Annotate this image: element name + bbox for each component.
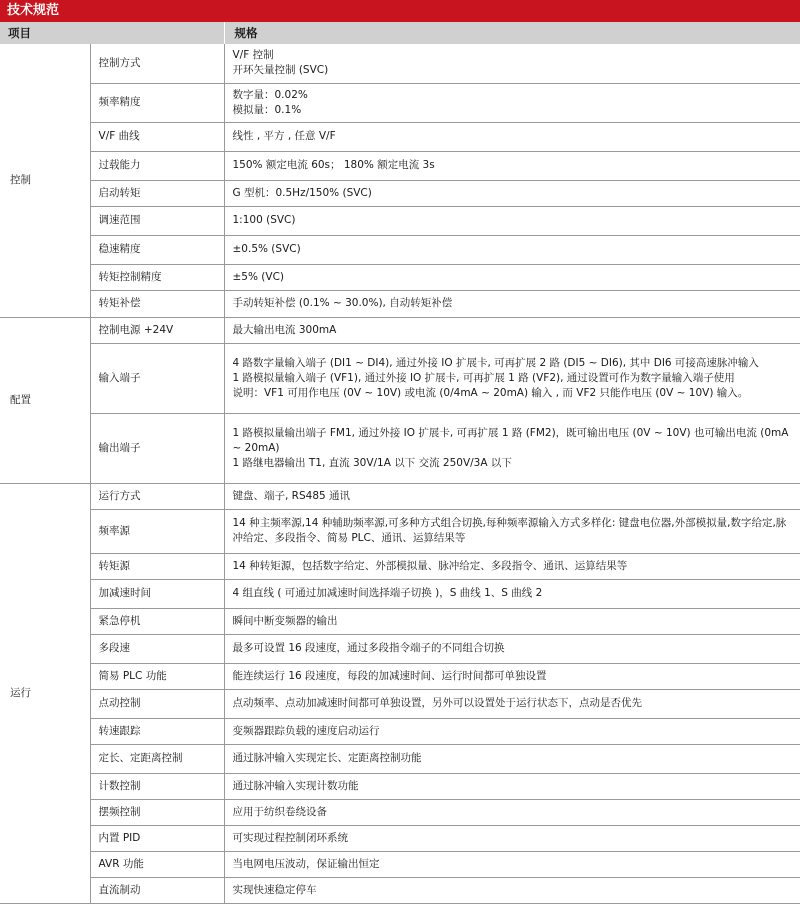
spec-cell: 线性 , 平方 , 任意 V/F	[224, 122, 800, 151]
spec-cell: 实现快速稳定停车	[224, 877, 800, 903]
table-row	[0, 509, 800, 553]
spec-cell: 1:100 (SVC)	[224, 206, 800, 235]
item-cell: 调速范围	[90, 206, 224, 235]
spec-cell: 能连续运行 16 段速度，每段的加减速时间、运行时间都可单独设置	[224, 663, 800, 689]
category-cell: 控制	[0, 44, 90, 317]
item-cell: AVR 功能	[90, 851, 224, 877]
table-row	[0, 180, 800, 206]
spec-cell: 150% 额定电流 60s； 180% 额定电流 3s	[224, 151, 800, 180]
item-cell: 简易 PLC 功能	[90, 663, 224, 689]
table-row	[0, 151, 800, 180]
item-cell: 控制方式	[90, 44, 224, 83]
item-cell: 点动控制	[90, 689, 224, 718]
item-cell: 转矩源	[90, 553, 224, 579]
spec-cell: 最多可设置 16 段速度，通过多段指令端子的不同组合切换	[224, 634, 800, 663]
spec-cell: ±0.5% (SVC)	[224, 235, 800, 264]
item-cell: 转矩控制精度	[90, 264, 224, 290]
spec-cell: 4 组直线 ( 可通过加减速时间选择端子切换 )，S 曲线 1、S 曲线 2	[224, 579, 800, 608]
spec-cell: 键盘、端子, RS485 通讯	[224, 483, 800, 509]
table-row	[0, 343, 800, 413]
table-row	[0, 206, 800, 235]
spec-cell: V/F 控制 开环矢量控制 (SVC)	[224, 44, 800, 83]
table-row	[0, 689, 800, 718]
item-cell: 计数控制	[90, 773, 224, 799]
table-row	[0, 317, 800, 343]
spec-cell: 数字量：0.02% 模拟量：0.1%	[224, 83, 800, 122]
table-row	[0, 634, 800, 663]
spec-cell: 最大输出电流 300mA	[224, 317, 800, 343]
spec-cell: 通过脉冲输入实现计数功能	[224, 773, 800, 799]
header-spec: 规格	[224, 22, 800, 44]
item-cell: 频率源	[90, 509, 224, 553]
table-row	[0, 483, 800, 509]
spec-cell: 可实现过程控制闭环系统	[224, 825, 800, 851]
table-row	[0, 718, 800, 744]
table-row	[0, 122, 800, 151]
table-row	[0, 553, 800, 579]
table-row	[0, 264, 800, 290]
section-title: 技术规范	[0, 0, 800, 22]
item-cell: 直流制动	[90, 877, 224, 903]
table-row	[0, 290, 800, 317]
spec-cell: 14 种主频率源,14 种辅助频率源,可多种方式组合切换,每种频率源输入方式多样化: 键盘电位器,外部模拟量,数字给定,脉冲给定、多段指令、简易 PLC、通讯、运算结果等	[224, 509, 800, 553]
table-header-row	[0, 22, 800, 44]
item-cell: 运行方式	[90, 483, 224, 509]
item-cell: 频率精度	[90, 83, 224, 122]
spec-table	[0, 22, 800, 904]
item-cell: 输入端子	[90, 343, 224, 413]
item-cell: 转速跟踪	[90, 718, 224, 744]
item-cell: 内置 PID	[90, 825, 224, 851]
spec-cell: G 型机：0.5Hz/150% (SVC)	[224, 180, 800, 206]
item-cell: 加减速时间	[90, 579, 224, 608]
spec-cell: 手动转矩补偿 (0.1% ~ 30.0%), 自动转矩补偿	[224, 290, 800, 317]
item-cell: 启动转矩	[90, 180, 224, 206]
table-row	[0, 413, 800, 483]
category-cell: 运行	[0, 483, 90, 903]
table-row	[0, 663, 800, 689]
item-cell: 定长、定距离控制	[90, 744, 224, 773]
spec-cell: 瞬间中断变频器的输出	[224, 608, 800, 634]
table-row	[0, 608, 800, 634]
table-row	[0, 44, 800, 83]
table-row	[0, 851, 800, 877]
spec-cell: 应用于纺织卷绕设备	[224, 799, 800, 825]
spec-cell: ±5% (VC)	[224, 264, 800, 290]
item-cell: 摆频控制	[90, 799, 224, 825]
spec-cell: 14 种转矩源，包括数字给定、外部模拟量、脉冲给定、多段指令、通讯、运算结果等	[224, 553, 800, 579]
item-cell: 稳速精度	[90, 235, 224, 264]
spec-cell: 变频器跟踪负载的速度启动运行	[224, 718, 800, 744]
item-cell: 控制电源 +24V	[90, 317, 224, 343]
spec-cell: 4 路数字量输入端子 (DI1 ~ DI4), 通过外接 IO 扩展卡, 可再扩展 2 路 (DI5 ~ DI6), 其中 DI6 可接高速脉冲输入 1 路模拟量输入端子 (VF1), 通过外接 IO 扩展卡, 可再扩展 1 路 (VF2), 通过设置可作为数字量输入端子使用 说明：VF1 可用作电压 (0V ~ 10V) 或电流 (0/4mA ~ 20mA) 输入 , 而 VF2 只能作电压 (0V ~ 10V) 输入。	[224, 343, 800, 413]
header-item: 项目	[0, 22, 224, 44]
table-row	[0, 877, 800, 903]
spec-cell: 当电网电压波动，保证输出恒定	[224, 851, 800, 877]
item-cell: 多段速	[90, 634, 224, 663]
table-row	[0, 235, 800, 264]
table-body	[0, 44, 800, 903]
table-row	[0, 825, 800, 851]
item-cell: 紧急停机	[90, 608, 224, 634]
table-row	[0, 799, 800, 825]
spec-cell: 1 路模拟量输出端子 FM1, 通过外接 IO 扩展卡, 可再扩展 1 路 (FM2)，既可输出电压 (0V ~ 10V) 也可输出电流 (0mA ~ 20mA) 1 路继电器输出 T1, 直流 30V/1A 以下 交流 250V/3A 以下	[224, 413, 800, 483]
spec-cell: 点动频率、点动加减速时间都可单独设置，另外可以设置处于运行状态下，点动是否优先	[224, 689, 800, 718]
spec-cell: 通过脉冲输入实现定长、定距离控制功能	[224, 744, 800, 773]
table-row	[0, 83, 800, 122]
item-cell: V/F 曲线	[90, 122, 224, 151]
table-row	[0, 744, 800, 773]
category-cell: 配置	[0, 317, 90, 483]
table-row	[0, 773, 800, 799]
table-row	[0, 579, 800, 608]
item-cell: 转矩补偿	[90, 290, 224, 317]
item-cell: 输出端子	[90, 413, 224, 483]
item-cell: 过载能力	[90, 151, 224, 180]
